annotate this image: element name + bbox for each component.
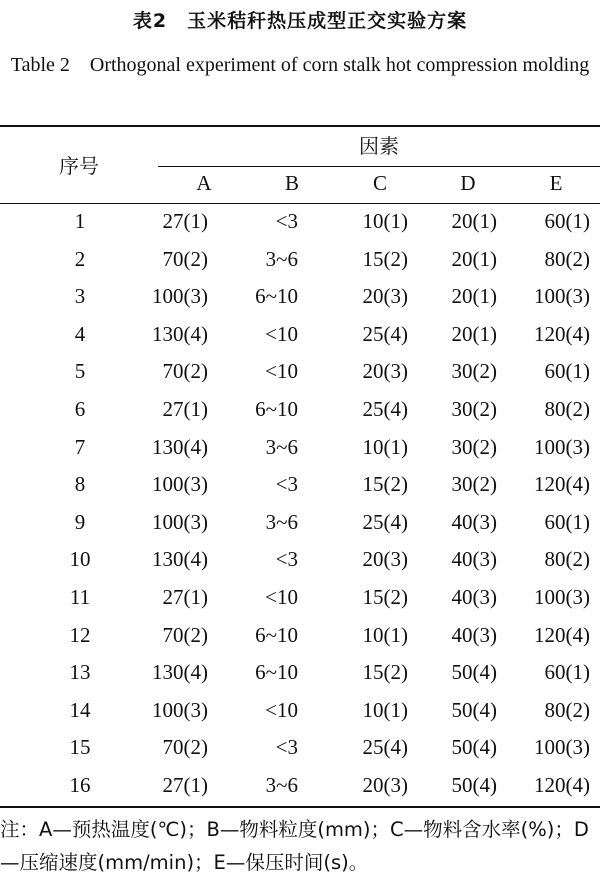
cell-c: 15(2) xyxy=(362,660,408,685)
table-body xyxy=(0,205,600,807)
table-row xyxy=(0,619,600,657)
cell-e: 100(3) xyxy=(534,284,590,309)
row-number: 12 xyxy=(69,622,91,647)
cell-b: <3 xyxy=(275,735,298,760)
column-header-a: A xyxy=(196,171,212,195)
table-row xyxy=(0,243,600,281)
cell-c: 25(4) xyxy=(362,735,408,760)
cell-c: 25(4) xyxy=(362,509,408,534)
cell-b: 6~10 xyxy=(255,396,298,421)
cell-b: 3~6 xyxy=(265,246,298,271)
cell-e: 100(3) xyxy=(534,434,590,459)
cell-b: <10 xyxy=(265,359,298,384)
cell-e: 80(2) xyxy=(544,246,590,271)
table-row xyxy=(0,543,600,581)
cell-a: 27(1) xyxy=(162,396,208,421)
cell-b: 3~6 xyxy=(265,509,298,534)
table-row xyxy=(0,431,600,469)
cell-c: 10(1) xyxy=(362,697,408,722)
cell-c: 15(2) xyxy=(362,246,408,271)
row-number: 1 xyxy=(74,209,86,233)
table-row xyxy=(0,581,600,619)
cell-a: 70(2) xyxy=(162,246,208,271)
column-header-d: D xyxy=(460,171,476,195)
cell-d: 30(2) xyxy=(451,396,497,421)
cell-d: 30(2) xyxy=(451,434,497,459)
top-rule xyxy=(0,125,600,127)
cell-c: 25(4) xyxy=(362,321,408,346)
cell-a: 100(3) xyxy=(152,509,208,534)
row-number: 5 xyxy=(74,359,86,384)
cell-c: 10(1) xyxy=(362,209,408,233)
cell-a: 100(3) xyxy=(152,472,208,497)
table-row xyxy=(0,205,600,243)
row-number: 8 xyxy=(74,472,86,497)
cell-c: 20(3) xyxy=(362,284,408,309)
cell-e: 120(4) xyxy=(534,472,590,497)
cell-b: <10 xyxy=(265,697,298,722)
cell-b: <3 xyxy=(275,547,298,572)
cell-a: 27(1) xyxy=(162,584,208,609)
cell-a: 130(4) xyxy=(152,660,208,685)
cell-d: 20(1) xyxy=(451,209,497,233)
cell-d: 40(3) xyxy=(451,584,497,609)
table-title-english: Table 2 Orthogonal experiment of corn stalk hot compression molding xyxy=(10,54,590,76)
cell-a: 70(2) xyxy=(162,735,208,760)
cell-d: 30(2) xyxy=(451,359,497,384)
cell-a: 70(2) xyxy=(162,359,208,384)
cell-a: 130(4) xyxy=(152,434,208,459)
cell-c: 20(3) xyxy=(362,547,408,572)
header-sequence-number: 序号 xyxy=(59,154,99,178)
cell-d: 40(3) xyxy=(451,622,497,647)
row-number: 2 xyxy=(74,246,86,271)
table-row xyxy=(0,731,600,769)
cell-e: 60(1) xyxy=(544,209,590,233)
row-number: 10 xyxy=(69,547,91,572)
cell-d: 30(2) xyxy=(451,472,497,497)
header-bottom-rule xyxy=(0,203,600,204)
table-row xyxy=(0,694,600,732)
cell-e: 120(4) xyxy=(534,622,590,647)
row-number: 4 xyxy=(74,321,86,346)
table-row xyxy=(0,280,600,318)
cell-d: 50(4) xyxy=(451,772,497,797)
cell-e: 100(3) xyxy=(534,735,590,760)
cell-e: 60(1) xyxy=(544,359,590,384)
cell-a: 70(2) xyxy=(162,622,208,647)
row-number: 16 xyxy=(69,772,91,797)
cell-d: 20(1) xyxy=(451,321,497,346)
cell-a: 100(3) xyxy=(152,697,208,722)
cell-d: 50(4) xyxy=(451,697,497,722)
cell-a: 130(4) xyxy=(152,547,208,572)
cell-e: 60(1) xyxy=(544,509,590,534)
table-row xyxy=(0,318,600,356)
column-header-e: E xyxy=(549,171,563,195)
cell-d: 20(1) xyxy=(451,284,497,309)
cell-c: 10(1) xyxy=(362,434,408,459)
cell-a: 27(1) xyxy=(162,209,208,233)
cell-e: 80(2) xyxy=(544,396,590,421)
factor-sub-rule xyxy=(158,166,600,167)
cell-b: <10 xyxy=(265,584,298,609)
cell-d: 20(1) xyxy=(451,246,497,271)
cell-d: 40(3) xyxy=(451,547,497,572)
table-row xyxy=(0,506,600,544)
cell-a: 27(1) xyxy=(162,772,208,797)
table-row xyxy=(0,468,600,506)
table-row xyxy=(0,656,600,694)
cell-e: 120(4) xyxy=(534,772,590,797)
cell-b: <3 xyxy=(275,472,298,497)
cell-b: 6~10 xyxy=(255,660,298,685)
header-factors: 因素 xyxy=(359,134,399,158)
cell-b: 3~6 xyxy=(265,434,298,459)
row-number: 6 xyxy=(74,396,86,421)
row-number: 9 xyxy=(74,509,86,534)
cell-b: 3~6 xyxy=(265,772,298,797)
cell-c: 10(1) xyxy=(362,622,408,647)
cell-e: 80(2) xyxy=(544,697,590,722)
cell-b: <10 xyxy=(265,321,298,346)
cell-c: 20(3) xyxy=(362,772,408,797)
cell-e: 80(2) xyxy=(544,547,590,572)
column-header-c: C xyxy=(372,171,387,195)
table-row xyxy=(0,769,600,807)
cell-e: 100(3) xyxy=(534,584,590,609)
row-number: 3 xyxy=(74,284,86,309)
cell-a: 130(4) xyxy=(152,321,208,346)
cell-d: 40(3) xyxy=(451,509,497,534)
table-title-chinese: 表2 玉米秸秆热压成型正交实验方案 xyxy=(132,10,468,32)
row-number: 7 xyxy=(74,434,86,459)
table-footnote: 注：A—预热温度(℃)；B—物料粒度(mm)；C—物料含水率(%)；D—压缩速度(mm/min)；E—保压时间(s)。 xyxy=(0,818,589,874)
cell-e: 60(1) xyxy=(544,660,590,685)
cell-b: 6~10 xyxy=(255,284,298,309)
cell-d: 50(4) xyxy=(451,735,497,760)
row-number: 14 xyxy=(69,697,91,722)
cell-b: 6~10 xyxy=(255,622,298,647)
cell-b: <3 xyxy=(275,209,298,233)
column-header-b: B xyxy=(284,171,299,195)
cell-d: 50(4) xyxy=(451,660,497,685)
cell-a: 100(3) xyxy=(152,284,208,309)
bottom-rule xyxy=(0,806,600,808)
cell-c: 15(2) xyxy=(362,584,408,609)
cell-c: 20(3) xyxy=(362,359,408,384)
cell-c: 25(4) xyxy=(362,396,408,421)
table-row xyxy=(0,355,600,393)
row-number: 11 xyxy=(69,584,91,609)
table-row xyxy=(0,393,600,431)
cell-e: 120(4) xyxy=(534,321,590,346)
row-number: 15 xyxy=(69,735,91,760)
row-number: 13 xyxy=(69,660,91,685)
cell-c: 15(2) xyxy=(362,472,408,497)
